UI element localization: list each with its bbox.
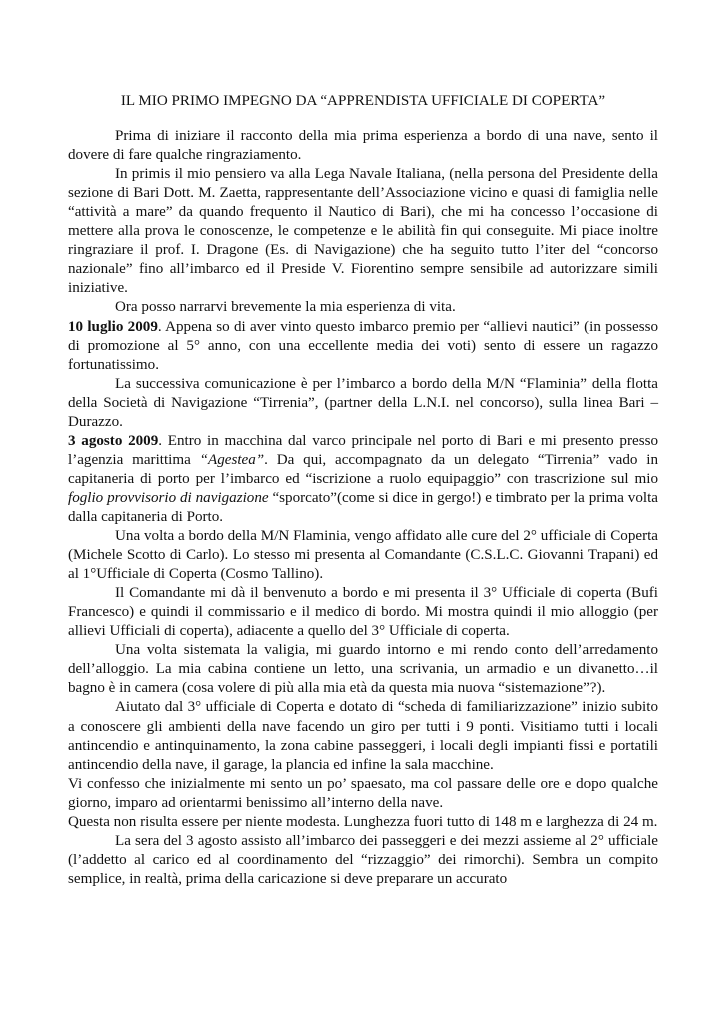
paragraph-confess: Vi confesso che inizialmente mi sento un po’ spaesato, ma col passare delle ore e dopo qualche giorno, imparo ad orientarmi benissimo all’interno della nave. [68, 775, 658, 811]
navigation-sheet: foglio provvisorio di navigazione [68, 489, 269, 506]
paragraph-august-text-c: “sporcato”(come si dice in gergo!) e timbrato per la prima volta dalla capitaneria di Porto. [68, 489, 658, 525]
paragraph-tour: Aiutato dal 3° ufficiale di Coperta e dotato di “scheda di familiarizzazione” inizio subito a conoscere gli ambienti della nave facendo un giro per tutti i 9 ponti. Visitiamo tutti i locali antincendio e antinquinamento, la zona cabine passeggeri, i locali degli impianti fissi e portatili antincendio della nave, il garage, la plancia ed infine la sala macchine. [68, 699, 658, 773]
paragraph-boarding: La sera del 3 agosto assisto all’imbarco dei passeggeri e dei mezzi assieme al 2° ufficiale (l’addetto al carico ed al coordinamento del “rizzaggio” dei rimorchi). Sembra un compito semplice, in realtà, prima della caricazione si deve preparare un accurato [68, 832, 658, 887]
paragraph-intro: Prima di iniziare il racconto della mia prima esperienza a bordo di una nave, sento il dovere di fare qualche ringraziamento. [68, 128, 658, 164]
paragraph-commander: Il Comandante mi dà il benvenuto a bordo e mi presenta il 3° Ufficiale di coperta (Bufi Francesco) e quindi il commissario e il medico di bordo. Mi mostra quindi il mio alloggio (per allievi Ufficiali di coperta), adiacente a quello del 3° Ufficiale di coperta. [68, 585, 658, 640]
document-body [68, 92, 658, 889]
paragraph-july [68, 318, 658, 375]
paragraph-thanks: In primis il mio pensiero va alla Lega Navale Italiana, (nella persona del Presidente della sezione di Bari Dott. M. Zaetta, rappresentante dell’Associazione vicino e quasi di famiglia nelle “attività a mare” da quando frequento il Nautico di Bari), che mi ha concesso l’occasione di mettere alla prova le conoscenze, le competenze e le abilità fin qui conseguite. Mi piace inoltre ringraziare il prof. I. Dragone (Es. di Navigazione) che ha seguito tutto l’iter del “concorso nazionale” fino all’imbarco ed il Preside V. Fiorentino sempre sensibile ad autorizzare simili iniziative. [68, 166, 658, 297]
document-title: IL MIO PRIMO IMPEGNO DA “APPRENDISTA UFFICIALE DI COPERTA” [120, 93, 606, 109]
paragraph-flaminia: La successiva comunicazione è per l’imbarco a bordo della M/N “Flaminia” della flotta della Società di Navigazione “Tirrenia”, (partner della L.N.I. nel concorso), sulla linea Bari – Durazzo. [68, 375, 658, 430]
paragraph-august-text-b: . Da qui, accompagnato da un delegato “Tirrenia” vado in capitaneria di porto per l’imbarco ed “iscrizione a ruolo equipaggio” con trascrizione sul mio [68, 451, 658, 487]
paragraph-august [68, 432, 658, 527]
agency-name: “Agestea” [199, 451, 265, 468]
date-august: 3 agosto 2009 [68, 432, 159, 449]
paragraph-july-text: . Appena so di aver vinto questo imbarco premio per “allievi nautici” (in possesso di promozione al 5° anno, con una eccellente media dei voti) sento di essere un ragazzo fortunatissimo. [68, 318, 658, 373]
date-july: 10 luglio 2009 [68, 318, 158, 335]
paragraph-on-board: Una volta a bordo della M/N Flaminia, vengo affidato alle cure del 2° ufficiale di Coperta (Michele Scotto di Carlo). Lo stesso mi presenta al Comandante (C.S.L.C. Giovanni Trapani) ed al 1°Ufficiale di Coperta (Cosmo Tallino). [68, 528, 658, 583]
paragraph-cabin: Una volta sistemata la valigia, mi guardo intorno e mi rendo conto dell’arredamento dell’alloggio. La mia cabina contiene un letto, una scrivania, un armadio e un divanetto…il bagno è in camera (cosa volere di più alla mia età da questa mia nuova “sistemazione”?). [68, 642, 658, 697]
paragraph-narrate: Ora posso narrarvi brevemente la mia esperienza di vita. [115, 299, 456, 316]
paragraph-ship-size: Questa non risulta essere per niente modesta. Lunghezza fuori tutto di 148 m e larghezza di 24 m. [68, 813, 658, 830]
paragraph-august-text-a: . Entro in macchina dal varco principale nel porto di Bari e mi presento presso l’agenzia marittima [68, 432, 658, 468]
